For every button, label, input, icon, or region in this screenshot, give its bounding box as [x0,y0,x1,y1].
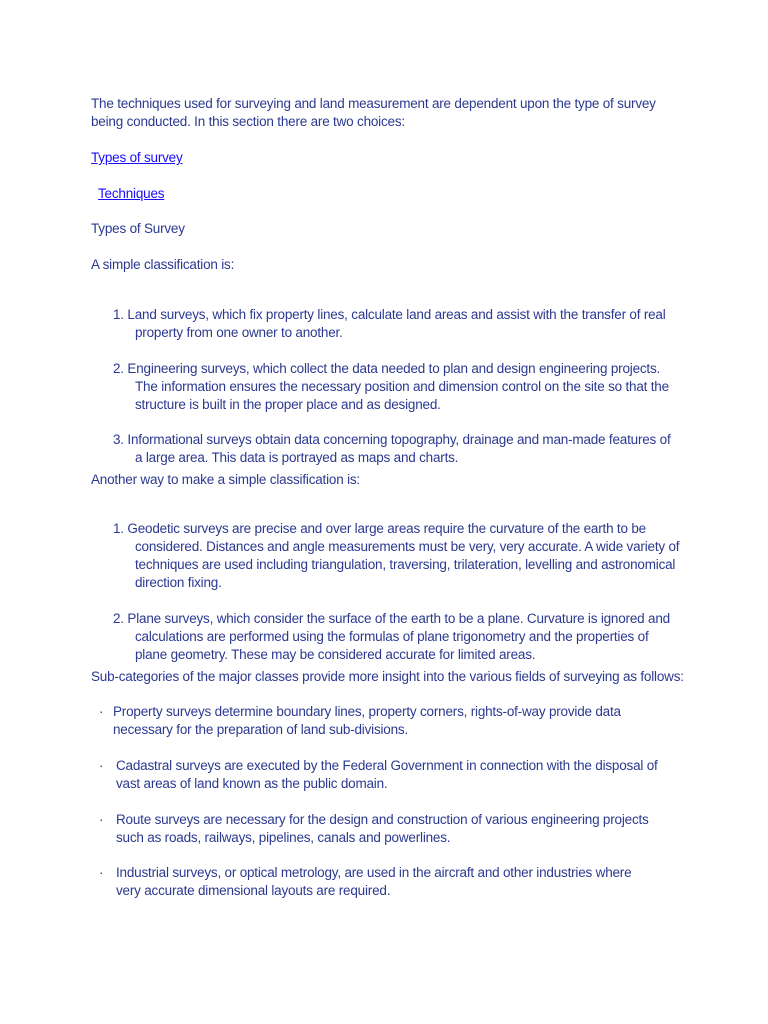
subcategory-text: Cadastral surveys are executed by the Federal Government in connection with the disposal of vast areas of land known as the public domain. [116,758,658,791]
bullet-icon: · [99,865,104,880]
bullet-icon: · [99,758,104,773]
subcategory-text: Industrial surveys, or optical metrology, are used in the aircraft and other industries where very accurate dimensional layouts are required. [116,865,632,898]
classification-item-3: 3. Informational surveys obtain data concerning topography, drainage and man-made features of a large area. This data is portrayed as maps and charts. [113,431,671,465]
techniques-link[interactable]: Techniques [98,186,165,201]
another-classification-lead: Another way to make a simple classification is: [91,472,360,487]
bullet-icon: · [99,704,104,719]
classification-item-2: 2. Engineering surveys, which collect the data needed to plan and design engineering projects. The information ensures the necessary position and dimension control on the site so that the structure is built in the proper place and as designed. [113,360,669,412]
classification-item-1: 1. Land surveys, which fix property lines, calculate land areas and assist with the transfer of real property from one owner to another. [113,306,666,340]
subcategory-item-2 [99,757,664,793]
another-item-1: 1. Geodetic surveys are precise and over large areas require the curvature of the earth to be considered. Distances and angle measurements must be very, very accurate. A wide variety of techniques are used including triangulation, traversing, trilateration, levelling and astronomical direction fixing. [113,520,680,590]
classification-lead: A simple classification is: [91,257,235,272]
subcategory-item-3 [99,811,679,847]
subcategory-item-1 [99,703,679,739]
types-of-survey-link[interactable]: Types of survey [91,150,183,165]
subcategory-item-4 [99,864,644,900]
subcategories-lead: Sub-categories of the major classes provide more insight into the various fields of surveying as follows: [91,669,684,684]
intro-paragraph: The techniques used for surveying and land measurement are dependent upon the type of survey being conducted. In this section there are two choices: [91,96,656,129]
bullet-icon: · [99,812,104,827]
subcategory-text: Property surveys determine boundary lines, property corners, rights-of-way provide data necessary for the preparation of land sub-divisions. [113,704,621,737]
section-heading: Types of Survey [91,221,185,236]
another-item-2: 2. Plane surveys, which consider the surface of the earth to be a plane. Curvature is ignored and calculations are performed using the formulas of plane trigonometry and the properties of plane geometry. These may be considered accurate for limited areas. [113,610,670,662]
subcategory-text: Route surveys are necessary for the design and construction of various engineering projects such as roads, railways, pipelines, canals and powerlines. [116,812,649,845]
